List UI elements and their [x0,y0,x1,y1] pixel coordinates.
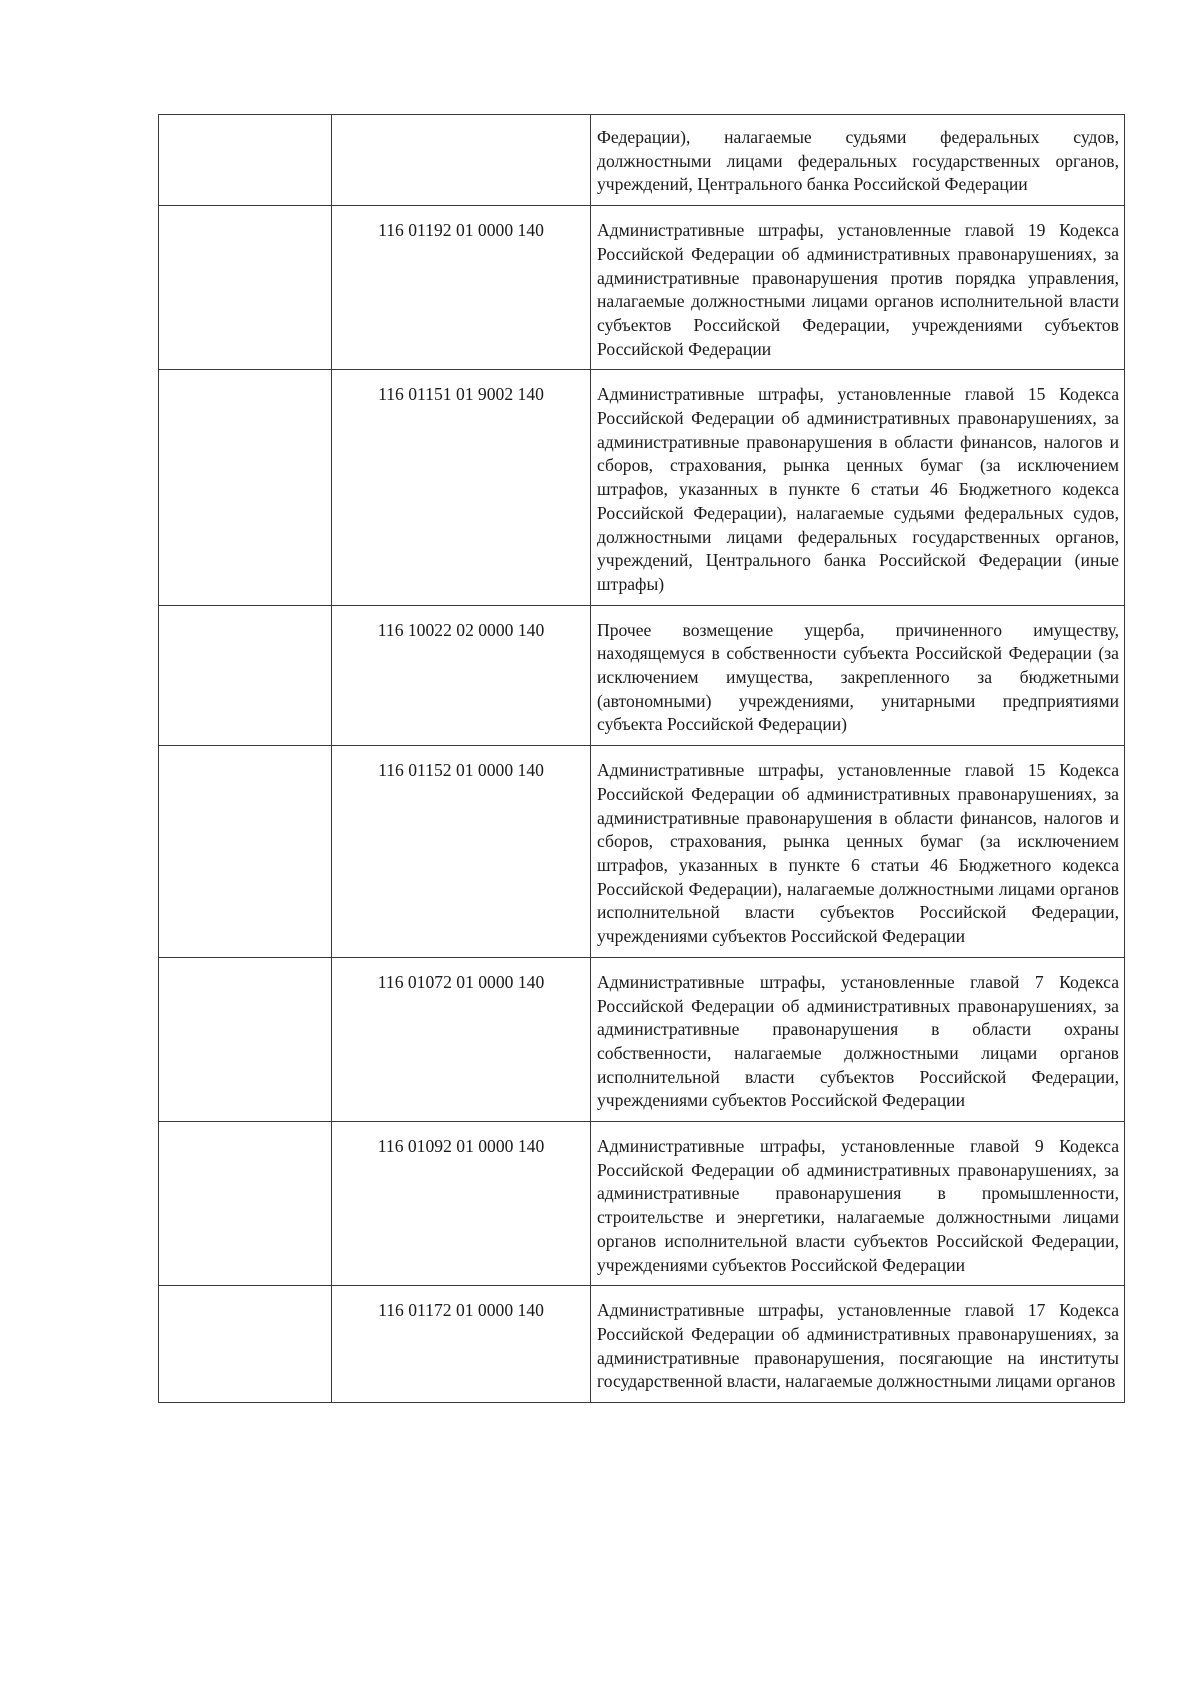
code-description: Административные штрафы, установленные главой 19 Кодекса Российской Федерации об административных правонарушениях, за административные правонарушения против порядка управления, налагаемые должностными лицами органов исполнительной власти субъектов Российской Федерации, учреждениями субъектов Российской Федерации [597,220,1119,359]
code-cell [332,605,591,746]
code-description: Федерации), налагаемые судьями федеральных судов, должностными лицами федеральных государственных органов, учреждений, Центрального банка Российской Федерации [597,127,1119,195]
budget-codes-table [158,114,1125,1403]
code-cell [332,115,591,206]
budget-code: 116 10022 02 0000 140 [377,619,545,640]
table-row [159,115,1125,206]
description-cell [591,605,1125,746]
table-row [159,1122,1125,1286]
code-cell [332,957,591,1121]
description-cell [591,370,1125,605]
empty-cell [159,605,332,746]
budget-code: 116 01072 01 0000 140 [377,971,545,992]
empty-cell [159,1286,332,1403]
description-cell [591,1122,1125,1286]
table-row [159,605,1125,746]
code-description: Административные штрафы, установленные главой 15 Кодекса Российской Федерации об административных правонарушениях, за административные правонарушения в области финансов, налогов и сборов, страхования, рынка ценных бумаг (за исключением штрафов, указанных в пункте 6 статьи 46 Бюджетного кодекса Российской Федерации), налагаемые судьями федеральных судов, должностными лицами федеральных государственных органов, учреждений, Центрального банка Российской Федерации (иные штрафы) [597,384,1119,594]
empty-cell [159,746,332,958]
empty-cell [159,1122,332,1286]
budget-code: 116 01152 01 0000 140 [378,760,544,781]
table-row [159,1286,1125,1403]
code-description: Административные штрафы, установленные главой 9 Кодекса Российской Федерации об административных правонарушениях, за административные правонарушения в промышленности, строительстве и энергетики, налагаемые должностными лицами органов исполнительной власти субъектов Российской Федерации, учреждениями субъектов Российской Федерации [597,1136,1119,1275]
code-description: Прочее возмещение ущерба, причиненного имуществу, находящемуся в собственности субъекта Российской Федерации (за исключением имущества, закрепленного за бюджетными (автономными) учреждениями, унитарными предприятиями субъекта Российской Федерации) [597,619,1119,735]
code-cell [332,1122,591,1286]
budget-code: 116 01092 01 0000 140 [377,1136,545,1157]
budget-code: 116 01172 01 0000 140 [378,1300,544,1321]
empty-cell [159,957,332,1121]
description-cell [591,115,1125,206]
code-description: Административные штрафы, установленные главой 15 Кодекса Российской Федерации об административных правонарушениях, за административные правонарушения в области финансов, налогов и сборов, страхования, рынка ценных бумаг (за исключением штрафов, указанных в пункте 6 статьи 46 Бюджетного кодекса Российской Федерации), налагаемые должностными лицами органов исполнительной власти субъектов Российской Федерации, учреждениями субъектов Российской Федерации [597,760,1119,947]
description-cell [591,1286,1125,1403]
empty-cell [159,115,332,206]
budget-code: 116 01192 01 0000 140 [378,220,544,241]
description-cell [591,206,1125,370]
table-row [159,206,1125,370]
empty-cell [159,370,332,605]
budget-code: 116 01151 01 9002 140 [378,384,544,405]
table-row [159,370,1125,605]
budget-code [332,115,590,128]
code-description: Административные штрафы, установленные главой 17 Кодекса Российской Федерации об административных правонарушениях, за административные правонарушения, посягающие на институты государственной власти, налагаемые должностными лицами органов [597,1300,1119,1392]
table-row [159,746,1125,958]
description-cell [591,957,1125,1121]
code-cell [332,1286,591,1403]
code-cell [332,206,591,370]
code-cell [332,370,591,605]
table-row [159,957,1125,1121]
code-cell [332,746,591,958]
empty-cell [159,206,332,370]
code-description: Административные штрафы, установленные главой 7 Кодекса Российской Федерации об административных правонарушениях, за административные правонарушения в области охраны собственности, налагаемые должностными лицами органов исполнительной власти субъектов Российской Федерации, учреждениями субъектов Российской Федерации [597,971,1119,1111]
description-cell [591,746,1125,958]
